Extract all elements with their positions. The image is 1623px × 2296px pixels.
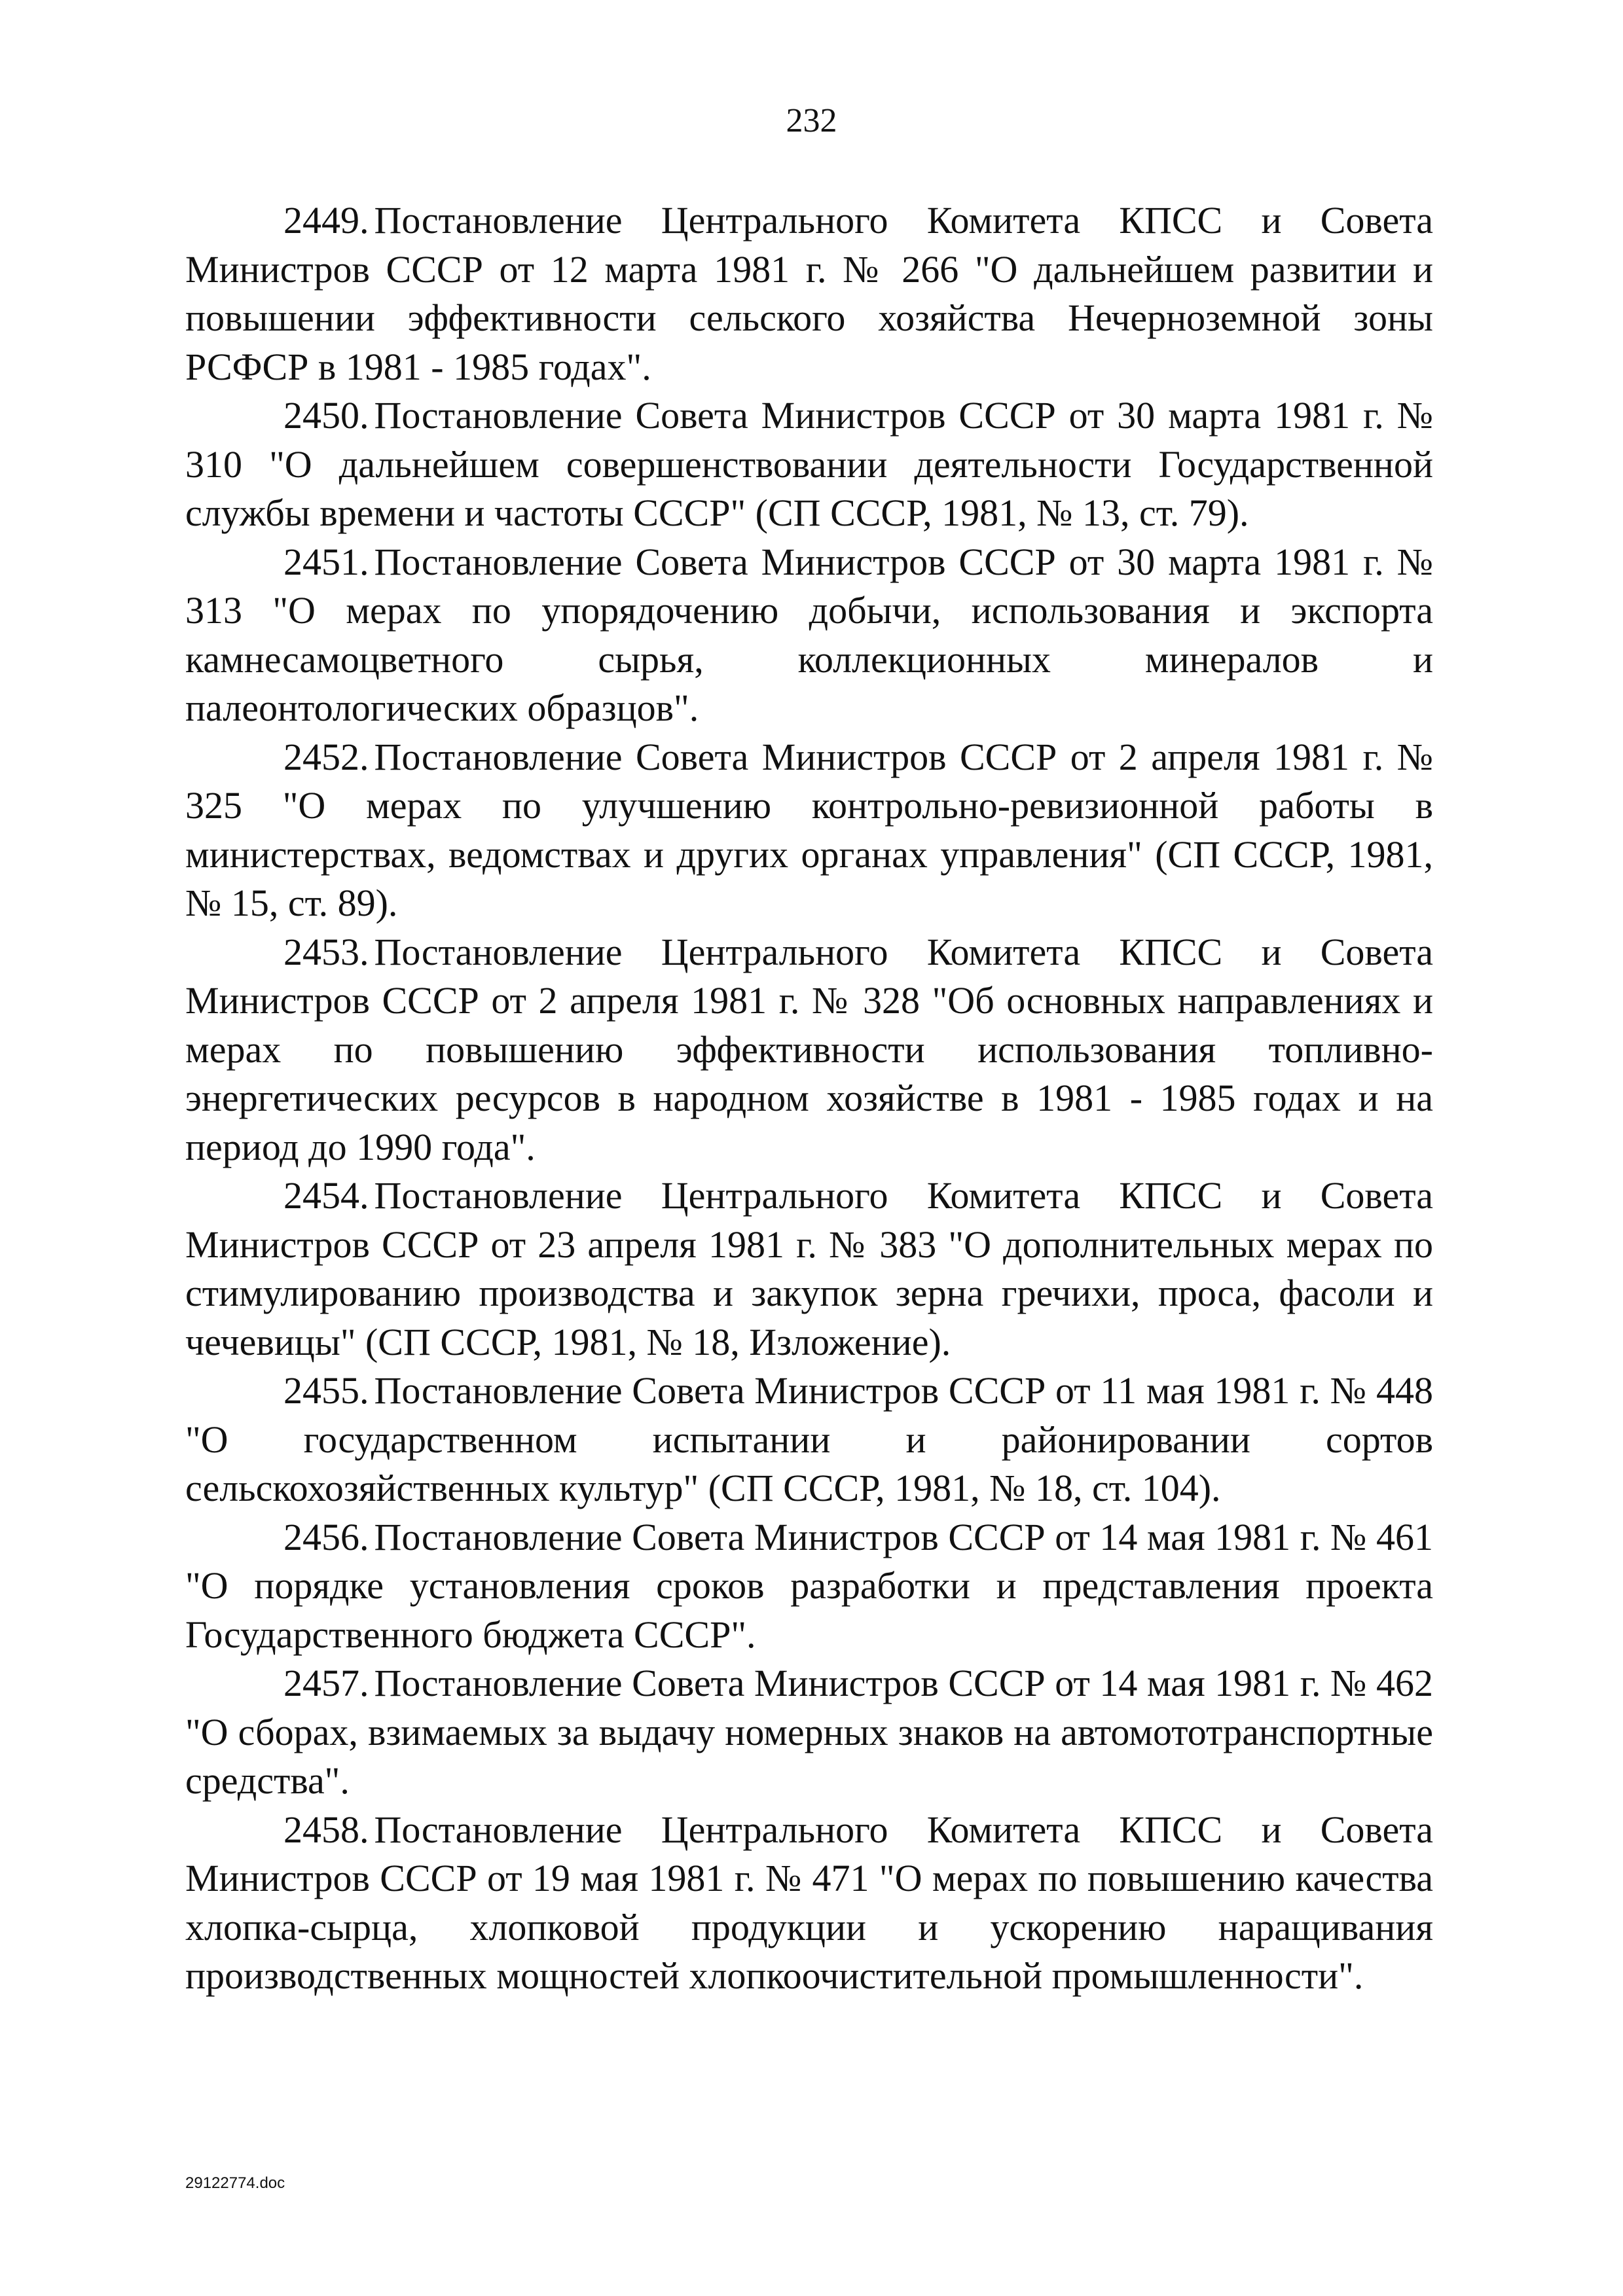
entry-text: Постановление Совета Министров СССР от 30 марта 1981 г. № 313 "О мерах по упорядочению добычи, использования и экспорта камнесамоцветного сырья, коллекционных минералов и палеонтологических образцов". [185, 540, 1433, 729]
document-body [185, 196, 1433, 2001]
list-item [185, 391, 1433, 538]
entry-text: Постановление Совета Министров СССР от 2 апреля 1981 г. № 325 "О мерах по улучшению контрольно-ревизионной работы в министерствах, ведомствах и других органах управления" (СП СССР, 1981, № 15, ст. 89). [185, 735, 1433, 924]
entry-text: Постановление Центрального Комитета КПСС и Совета Министров СССР от 2 апреля 1981 г. № 328 "Об основных направлениях и мерах по повышению эффективности использования топливно-энергетических ресурсов в народном хозяйстве в 1981 - 1985 годах и на период до 1990 года". [185, 930, 1433, 1168]
entry-text: Постановление Совета Министров СССР от 14 мая 1981 г. № 461 "О порядке установления сроков разработки и представления проекта Государственного бюджета СССР". [185, 1515, 1433, 1656]
entry-text: Постановление Совета Министров СССР от 11 мая 1981 г. № 448 "О государственном испытании и районировании сортов сельскохозяйственных культур" (СП СССР, 1981, № 18, ст. 104). [185, 1369, 1433, 1509]
list-item [185, 928, 1433, 1172]
page-number: 232 [786, 102, 837, 139]
list-item [185, 1367, 1433, 1513]
entry-text: Постановление Совета Министров СССР от 14 мая 1981 г. № 462 "О сборах, взимаемых за выдачу номерных знаков на автомототранспортные средства". [185, 1662, 1433, 1802]
list-item [185, 1172, 1433, 1367]
entry-number: 2457. [283, 1662, 369, 1704]
entry-number: 2451. [283, 540, 369, 583]
footer-filename: 29122774.doc [185, 2174, 285, 2192]
list-item [185, 538, 1433, 733]
entry-number: 2450. [283, 394, 369, 437]
list-item [185, 733, 1433, 928]
entry-text: Постановление Совета Министров СССР от 30 марта 1981 г. № 310 "О дальнейшем совершенствовании деятельности Государственной службы времени и частоты СССР" (СП СССР, 1981, № 13, ст. 79). [185, 394, 1433, 534]
entry-number: 2456. [283, 1515, 369, 1558]
list-item [185, 196, 1433, 391]
entry-number: 2452. [283, 735, 369, 778]
entry-number: 2453. [283, 930, 369, 973]
entry-number: 2454. [283, 1174, 369, 1217]
entry-number: 2449. [283, 199, 369, 242]
list-item [185, 1806, 1433, 2001]
entry-text: Постановление Центрального Комитета КПСС и Совета Министров СССР от 19 мая 1981 г. № 471 "О мерах по повышению качества хлопка-сырца, хлопковой продукции и ускорению наращивания производственных мощностей хлопкоочистительной промышленности". [185, 1808, 1433, 1997]
list-item [185, 1659, 1433, 1806]
list-item [185, 1513, 1433, 1660]
entry-text: Постановление Центрального Комитета КПСС и Совета Министров СССР от 12 марта 1981 г. № 266 "О дальнейшем развитии и повышении эффективности сельского хозяйства Нечерноземной зоны РСФСР в 1981 - 1985 годах". [185, 199, 1433, 388]
entry-text: Постановление Центрального Комитета КПСС и Совета Министров СССР от 23 апреля 1981 г. № 383 "О дополнительных мерах по стимулированию производства и закупок зерна гречихи, проса, фасоли и чечевицы" (СП СССР, 1981, № 18, Изложение). [185, 1174, 1433, 1363]
entry-number: 2458. [283, 1808, 369, 1851]
entry-number: 2455. [283, 1369, 369, 1412]
